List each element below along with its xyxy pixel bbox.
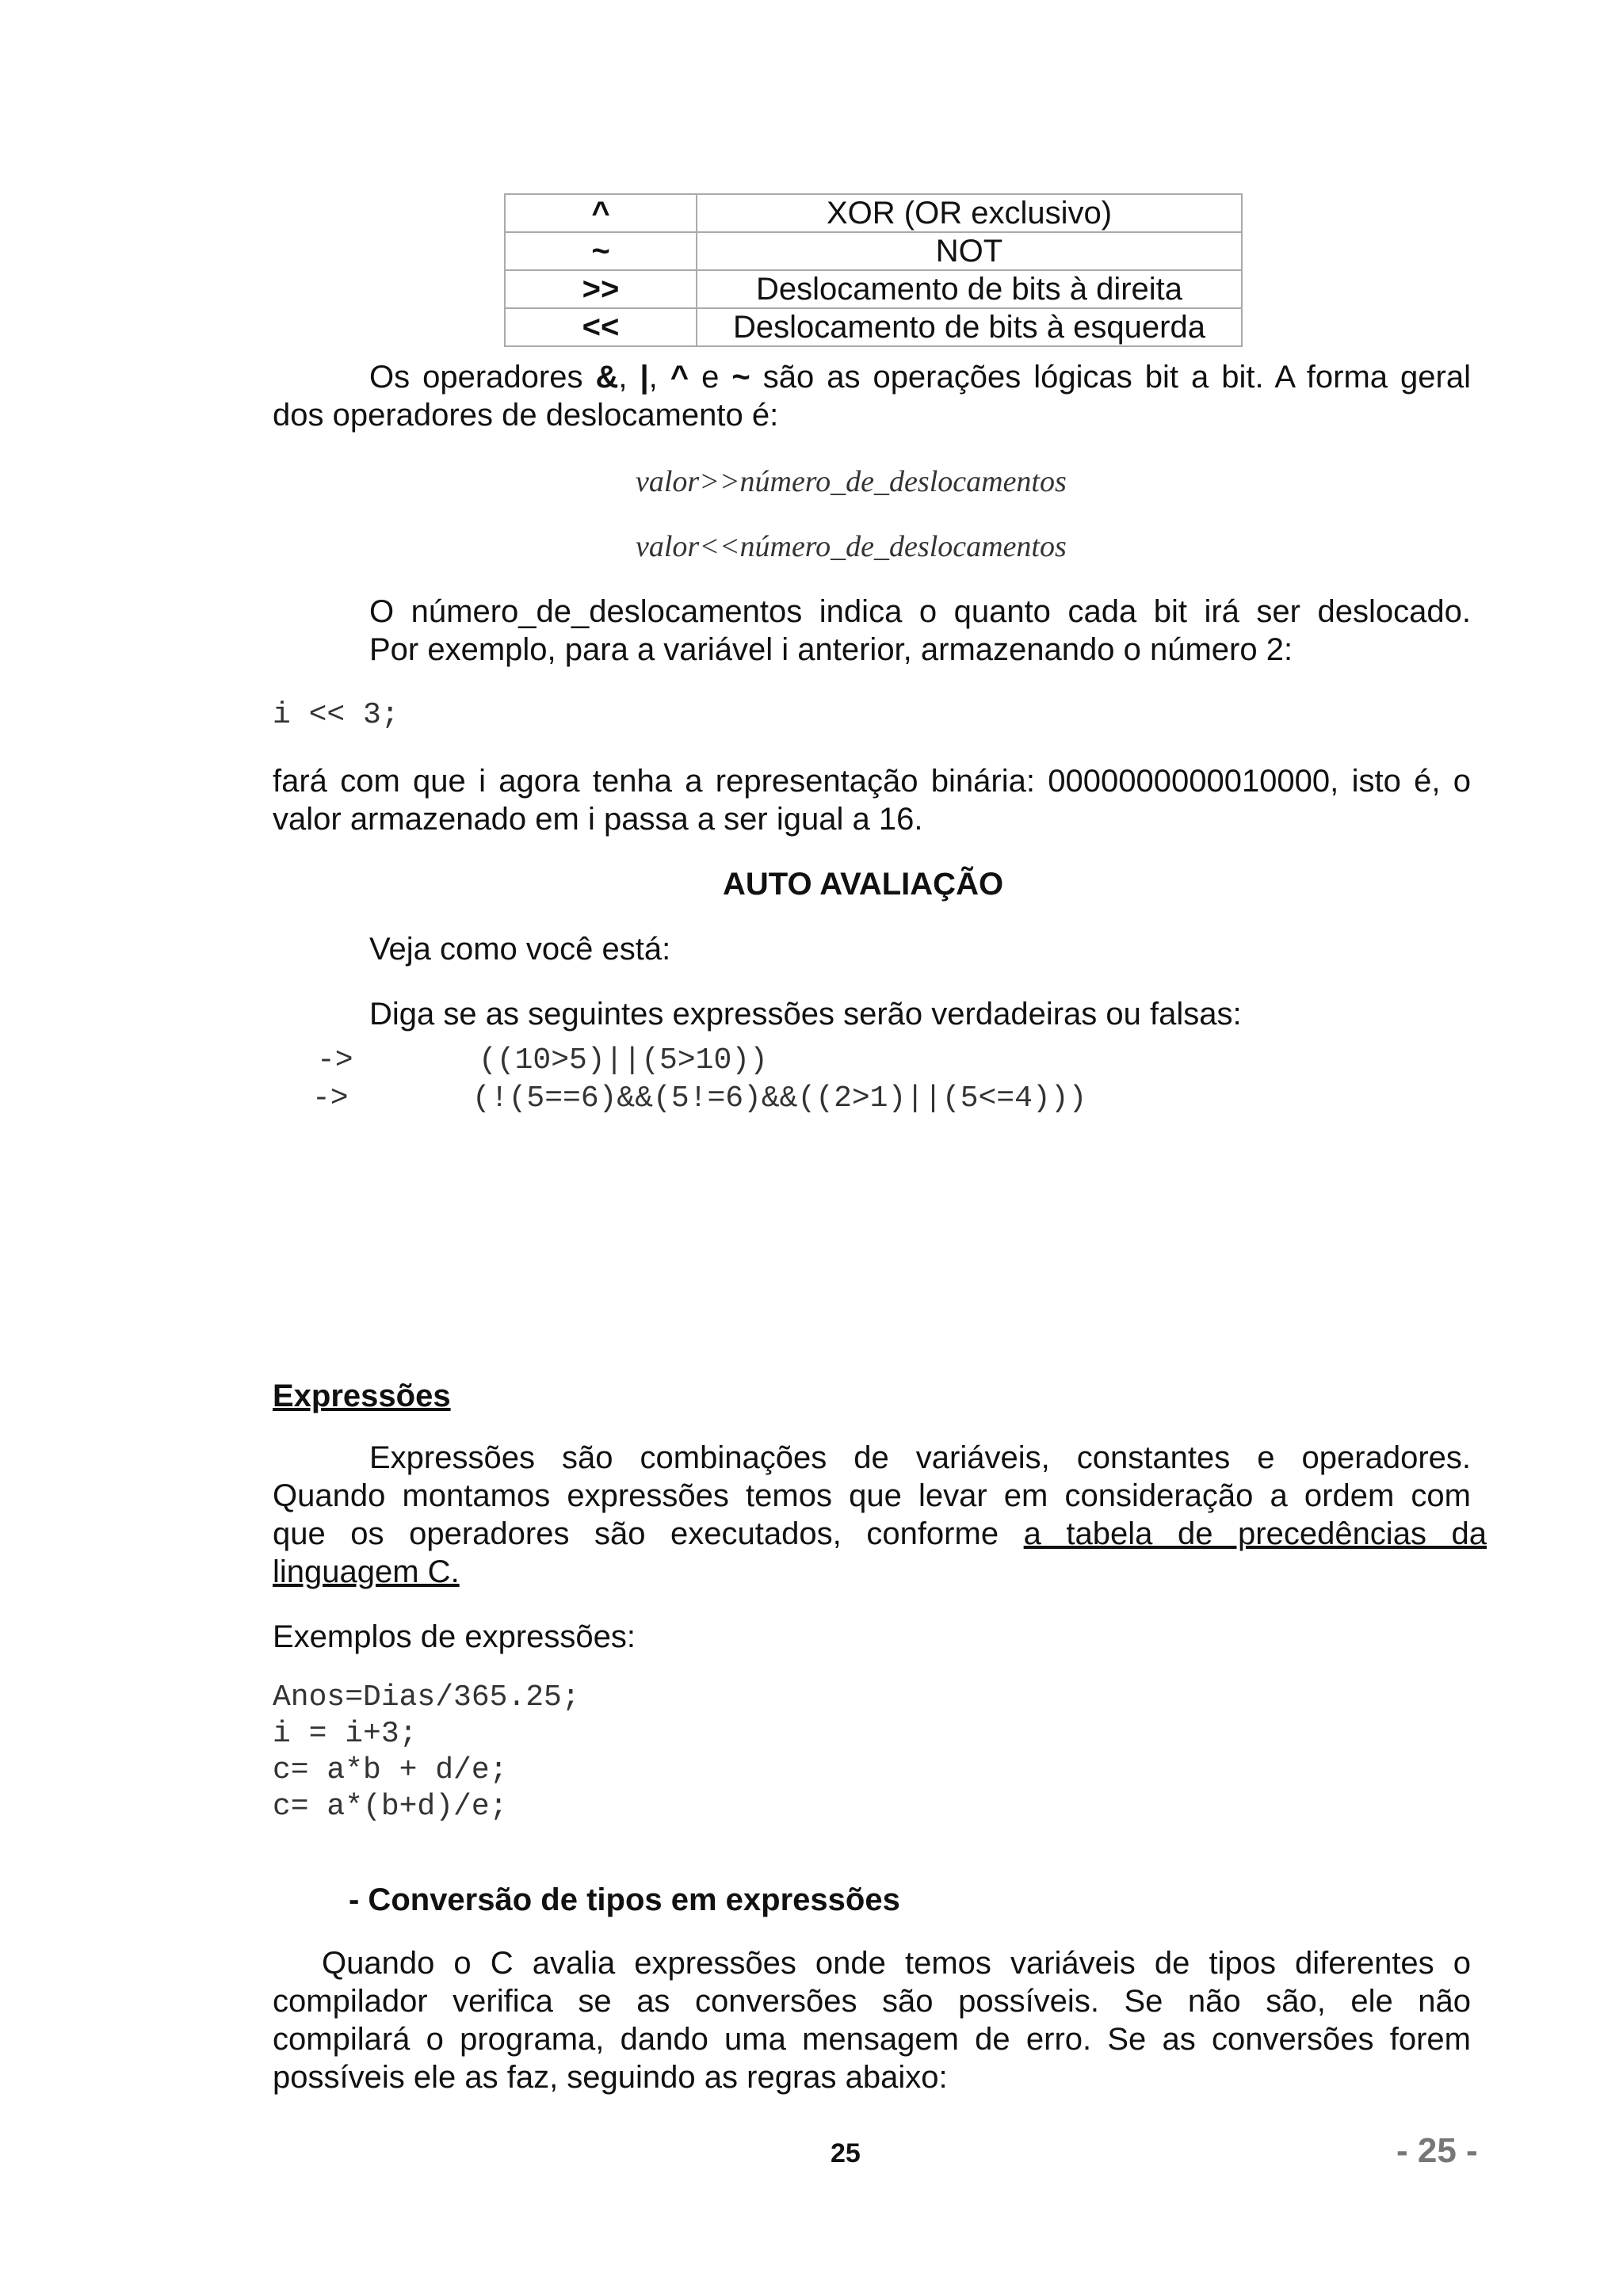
- operators-table: [504, 193, 1243, 347]
- operator-description: Deslocamento de bits à direita: [697, 270, 1242, 308]
- operator-xor: ^: [670, 360, 689, 395]
- code-line: Anos=Dias/365.25;: [273, 1680, 580, 1714]
- paragraph-line: dos operadores de deslocamento é:: [273, 398, 779, 433]
- text-fragment: e: [689, 360, 732, 395]
- paragraph-line: O número_de_deslocamentos indica o quanto cada bit irá ser deslocado.: [369, 594, 1471, 629]
- code-line: i = i+3;: [273, 1717, 418, 1751]
- paragraph-line: Quando montamos expressões temos que levar em consideração a ordem com: [273, 1478, 1471, 1513]
- precedence-table-link[interactable]: linguagem C.: [273, 1554, 460, 1589]
- text-fragment: ,: [618, 360, 640, 395]
- text-fragment: são as operações lógicas bit a bit. A forma geral: [750, 360, 1471, 395]
- paragraph-line: Exemplos de expressões:: [273, 1619, 636, 1654]
- precedence-table-link[interactable]: a tabela de precedências da: [1023, 1516, 1487, 1551]
- page-number-right: - 25 -: [1396, 2131, 1478, 2170]
- subsection-heading: - Conversão de tipos em expressões: [349, 1882, 900, 1917]
- shift-right-formula: valor>>número_de_deslocamentos: [636, 465, 1067, 498]
- arrow-marker: ->: [317, 1043, 353, 1077]
- operator-symbol: >>: [505, 270, 697, 308]
- operator-symbol: <<: [505, 308, 697, 346]
- page-number: 25: [831, 2138, 861, 2168]
- paragraph-line: valor armazenado em i passa a ser igual a 16.: [273, 802, 923, 837]
- operator-not: ~: [731, 360, 750, 395]
- operator-symbol: ~: [505, 232, 697, 270]
- paragraph-line: possíveis ele as faz, seguindo as regras abaixo:: [273, 2060, 948, 2095]
- expression: ((10>5)||(5>10)): [479, 1043, 768, 1077]
- paragraph-line: Por exemplo, para a variável i anterior, armazenando o número 2:: [369, 632, 1293, 667]
- paragraph-line: Diga se as seguintes expressões serão verdadeiras ou falsas:: [369, 997, 1242, 1032]
- text-fragment: ,: [648, 360, 670, 395]
- paragraph-line: compilará o programa, dando uma mensagem de erro. Se as conversões forem: [273, 2022, 1471, 2057]
- table-row: [505, 308, 1242, 346]
- operator-description: Deslocamento de bits à esquerda: [697, 308, 1242, 346]
- shift-left-formula: valor<<número_de_deslocamentos: [636, 530, 1067, 563]
- paragraph-line: compilador verifica se as conversões são possíveis. Se não são, ele não: [273, 1984, 1471, 2019]
- code-line: i << 3;: [273, 698, 399, 732]
- section-heading: AUTO AVALIAÇÃO: [723, 867, 1004, 902]
- expression: (!(5==6)&&(5!=6)&&((2>1)||(5<=4))): [472, 1081, 1087, 1116]
- paragraph-line: Expressões são combinações de variáveis, constantes e operadores.: [369, 1440, 1471, 1475]
- operator-and: &: [595, 360, 619, 395]
- table-row: [505, 194, 1242, 232]
- operator-symbol: ^: [505, 194, 697, 232]
- table-row: [505, 232, 1242, 270]
- paragraph-line: fará com que i agora tenha a representação binária: 0000000000010000, isto é, o: [273, 764, 1471, 799]
- operator-description: NOT: [697, 232, 1242, 270]
- text-fragment: Os operadores: [369, 360, 596, 395]
- text-fragment: que os operadores são executados, conforme: [273, 1516, 1024, 1551]
- code-line: c= a*(b+d)/e;: [273, 1790, 508, 1824]
- operator-or: |: [640, 360, 649, 395]
- paragraph-line: [369, 358, 1471, 396]
- paragraph-line: [273, 1515, 1487, 1553]
- arrow-marker: ->: [312, 1081, 349, 1116]
- operator-description: XOR (OR exclusivo): [697, 194, 1242, 232]
- section-heading: Expressões: [273, 1379, 451, 1413]
- paragraph-line: Quando o C avalia expressões onde temos variáveis de tipos diferentes o: [322, 1946, 1471, 1981]
- code-line: c= a*b + d/e;: [273, 1753, 508, 1787]
- paragraph-line: Veja como você está:: [369, 932, 671, 967]
- table-row: [505, 270, 1242, 308]
